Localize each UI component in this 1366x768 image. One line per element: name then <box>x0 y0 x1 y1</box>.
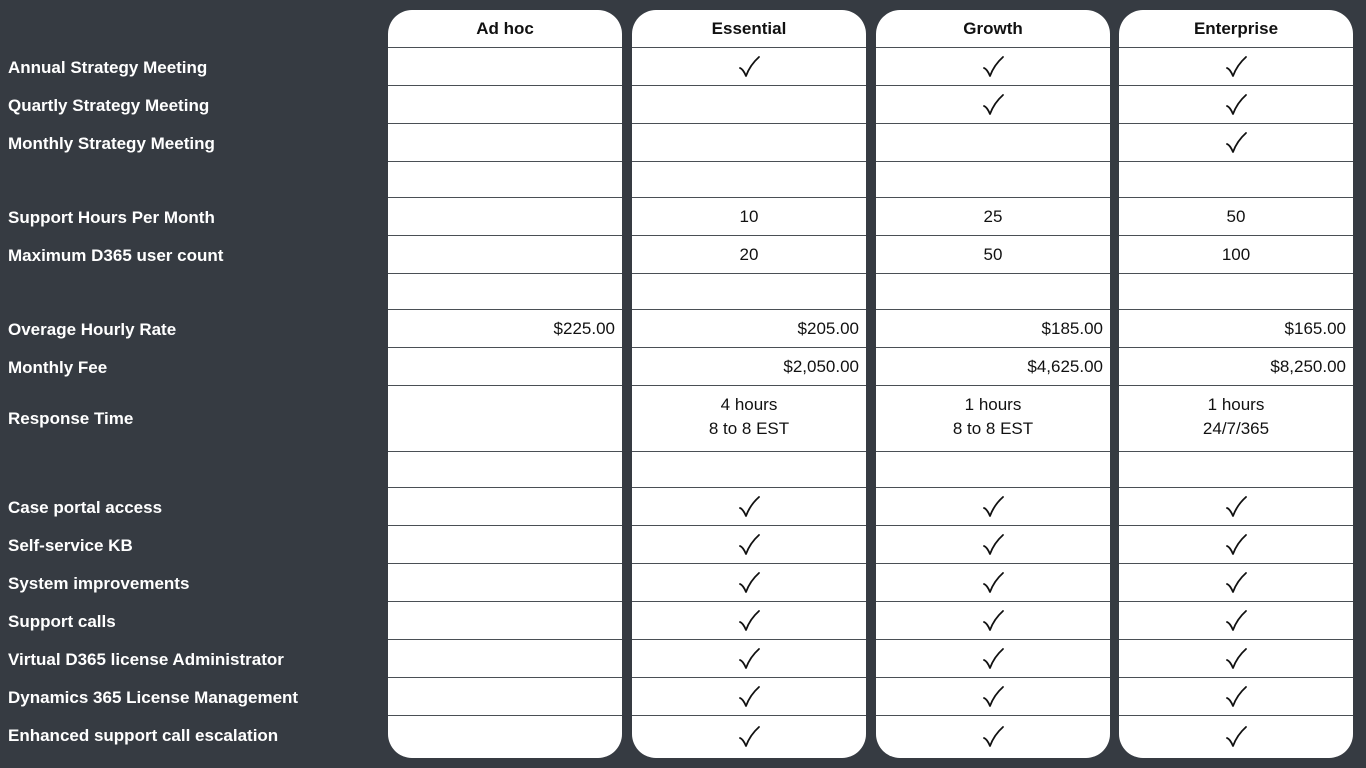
checkmark-icon <box>737 647 761 671</box>
cell-escalation <box>388 716 622 758</box>
label-response-time: Response Time <box>8 409 134 428</box>
checkmark-icon <box>981 685 1005 709</box>
cell-virtual-admin <box>876 640 1110 678</box>
plan-column-enterprise <box>1119 10 1353 758</box>
cell-overage: $165.00 <box>1284 319 1346 338</box>
plan-header: Ad hoc <box>476 19 534 38</box>
checkmark-icon <box>1224 495 1248 519</box>
label-support-calls: Support calls <box>8 612 116 631</box>
cell-license-mgmt <box>388 678 622 716</box>
label-license-management: Dynamics 365 License Management <box>8 688 299 707</box>
checkmark-icon <box>981 647 1005 671</box>
plan-column-ad-hoc <box>388 10 622 758</box>
checkmark-icon <box>1224 571 1248 595</box>
cell-escalation <box>632 716 866 758</box>
label-virtual-admin: Virtual D365 license Administrator <box>8 650 284 669</box>
cell-support-calls <box>632 602 866 640</box>
checkmark-icon <box>1224 647 1248 671</box>
label-max-users: Maximum D365 user count <box>8 246 224 265</box>
cell-support-hours <box>388 198 622 236</box>
checkmark-icon <box>1224 609 1248 633</box>
cell-annual <box>632 48 866 86</box>
cell-overage: $185.00 <box>1041 319 1103 338</box>
label-monthly-fee: Monthly Fee <box>8 358 108 377</box>
label-quarterly-strategy: Quartly Strategy Meeting <box>8 96 210 115</box>
checkmark-icon <box>737 685 761 709</box>
plan-header: Essential <box>711 19 787 38</box>
plan-column-essential <box>632 10 866 758</box>
label-overage-rate: Overage Hourly Rate <box>8 320 177 339</box>
label-annual-strategy: Annual Strategy Meeting <box>8 58 208 77</box>
cell-system-improvements <box>388 564 622 602</box>
cell-annual <box>876 48 1110 86</box>
cell-case-portal <box>388 488 622 526</box>
cell-support-hours: 10 <box>739 207 759 226</box>
checkmark-icon <box>1224 93 1248 117</box>
cell-monthly-fee: $4,625.00 <box>1027 357 1103 376</box>
cell-monthly <box>632 124 866 162</box>
cell-response-time <box>876 386 1110 452</box>
cell-response-time <box>632 386 866 452</box>
response-time-hours: 4 hours <box>720 395 778 414</box>
checkmark-icon <box>737 55 761 79</box>
cell-monthly <box>388 124 622 162</box>
cell-escalation <box>876 716 1110 758</box>
checkmark-icon <box>737 609 761 633</box>
label-support-hours: Support Hours Per Month <box>8 208 215 227</box>
cell-monthly-fee: $2,050.00 <box>783 357 859 376</box>
cell-support-hours: 50 <box>1226 207 1246 226</box>
cell-case-portal <box>876 488 1110 526</box>
cell-self-service <box>388 526 622 564</box>
response-time-window: 8 to 8 EST <box>952 419 1034 438</box>
cell-max-users: 50 <box>983 245 1003 264</box>
cell-quarterly <box>632 86 866 124</box>
plan-header: Growth <box>963 19 1023 38</box>
cell-self-service <box>876 526 1110 564</box>
cell-support-calls <box>1119 602 1353 640</box>
cell-system-improvements <box>632 564 866 602</box>
response-time-window: 8 to 8 EST <box>708 419 790 438</box>
cell-quarterly <box>876 86 1110 124</box>
cell-support-calls <box>876 602 1110 640</box>
cell-virtual-admin <box>1119 640 1353 678</box>
cell-response-time <box>1119 386 1353 452</box>
cell-license-mgmt <box>1119 678 1353 716</box>
cell-virtual-admin <box>388 640 622 678</box>
cell-escalation <box>1119 716 1353 758</box>
cell-monthly-fee: $8,250.00 <box>1270 357 1346 376</box>
checkmark-icon <box>981 609 1005 633</box>
plan-header: Enterprise <box>1193 19 1279 38</box>
cell-monthly <box>1119 124 1353 162</box>
response-time-hours: 1 hours <box>964 395 1022 414</box>
cell-annual <box>388 48 622 86</box>
checkmark-icon <box>1224 131 1248 155</box>
cell-case-portal <box>1119 488 1353 526</box>
cell-license-mgmt <box>632 678 866 716</box>
cell-monthly <box>876 124 1110 162</box>
cell-monthly-fee <box>388 348 622 386</box>
cell-self-service <box>632 526 866 564</box>
checkmark-icon <box>981 533 1005 557</box>
checkmark-icon <box>737 495 761 519</box>
checkmark-icon <box>1224 725 1248 749</box>
checkmark-icon <box>1224 533 1248 557</box>
checkmark-icon <box>737 571 761 595</box>
checkmark-icon <box>1224 55 1248 79</box>
cell-self-service <box>1119 526 1353 564</box>
label-system-improvements: System improvements <box>8 574 190 593</box>
row-labels <box>0 0 380 768</box>
cell-overage: $225.00 <box>553 319 615 338</box>
checkmark-icon <box>981 725 1005 749</box>
cell-case-portal <box>632 488 866 526</box>
cell-quarterly <box>388 86 622 124</box>
checkmark-icon <box>981 55 1005 79</box>
checkmark-icon <box>981 93 1005 117</box>
cell-annual <box>1119 48 1353 86</box>
cell-virtual-admin <box>632 640 866 678</box>
response-time-hours: 1 hours <box>1207 395 1265 414</box>
cell-response-time <box>388 386 622 452</box>
checkmark-icon <box>1224 685 1248 709</box>
checkmark-icon <box>981 571 1005 595</box>
checkmark-icon <box>737 533 761 557</box>
checkmark-icon <box>737 725 761 749</box>
cell-support-hours: 25 <box>983 207 1003 226</box>
cell-system-improvements <box>876 564 1110 602</box>
label-case-portal: Case portal access <box>8 498 163 517</box>
plan-column-growth <box>876 10 1110 758</box>
cell-quarterly <box>1119 86 1353 124</box>
cell-license-mgmt <box>876 678 1110 716</box>
cell-system-improvements <box>1119 564 1353 602</box>
cell-max-users: 100 <box>1221 245 1251 264</box>
cell-max-users <box>388 236 622 274</box>
cell-max-users: 20 <box>739 245 759 264</box>
response-time-window: 24/7/365 <box>1202 419 1270 438</box>
checkmark-icon <box>981 495 1005 519</box>
cell-support-calls <box>388 602 622 640</box>
label-escalation: Enhanced support call escalation <box>8 726 279 745</box>
cell-overage: $205.00 <box>797 319 859 338</box>
label-monthly-strategy: Monthly Strategy Meeting <box>8 134 215 153</box>
label-self-service-kb: Self-service KB <box>8 536 133 555</box>
